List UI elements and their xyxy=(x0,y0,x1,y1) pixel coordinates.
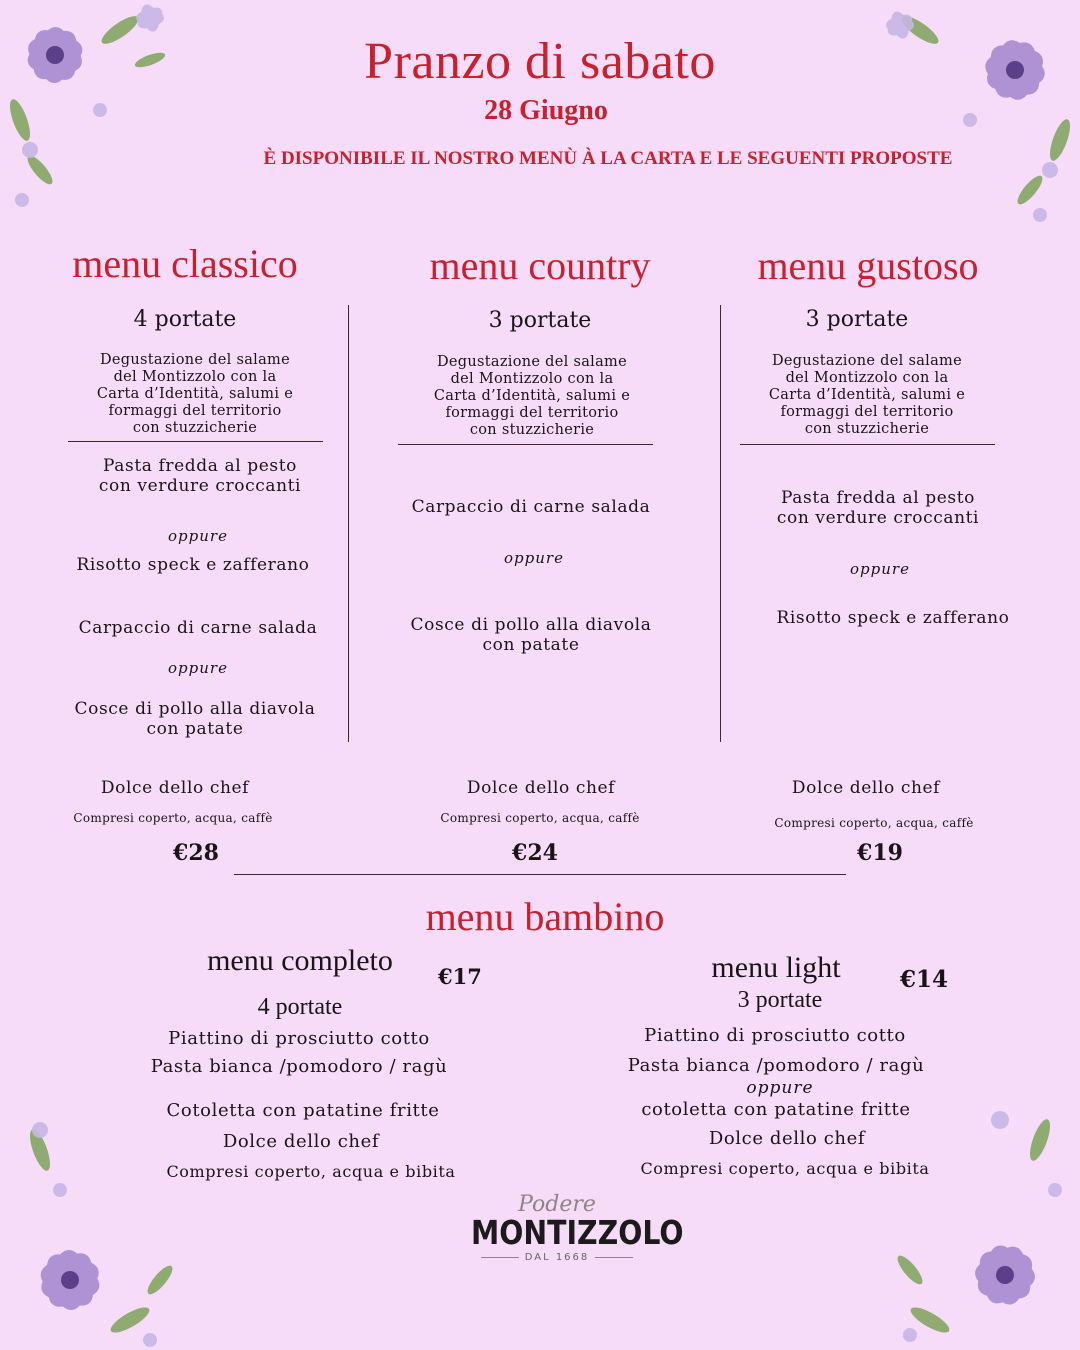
menu-classico-included: Compresi coperto, acqua, caffè xyxy=(73,811,273,825)
kids-light-included: Compresi coperto, acqua e bibita xyxy=(640,1159,930,1178)
menu-gustoso-courses: 3 portate xyxy=(805,307,909,332)
menu-country-included: Compresi coperto, acqua, caffè xyxy=(440,811,640,825)
event-date: 28 Giugno xyxy=(484,95,608,126)
kids-light-title: menu light xyxy=(711,951,841,984)
menu-country-title: menu country xyxy=(429,243,651,288)
menu-country-second-b: Cosce di pollo alla diavola con patate xyxy=(410,615,652,655)
menu-classico-title: menu classico xyxy=(72,241,298,286)
kids-light-price: €14 xyxy=(900,966,949,993)
logo-line-right xyxy=(595,1257,633,1258)
menu-gustoso-tasting: Degustazione del salame del Montizzolo con la Carta d’Identità, salumi e formaggi del territorio con stuzzicherie xyxy=(768,353,966,437)
kids-complete-item-1: Piattino di prosciutto cotto xyxy=(168,1028,430,1049)
kids-separator xyxy=(234,874,846,875)
menu-classico-first-b: Risotto speck e zafferano xyxy=(76,555,310,575)
kids-complete-item-4: Dolce dello chef xyxy=(222,1131,380,1152)
menu-classico-or-2: oppure xyxy=(168,659,228,677)
menu-gustoso-price: €19 xyxy=(857,840,903,866)
menu-gustoso-first-a: Pasta fredda al pesto con verdure croccanti xyxy=(776,488,980,528)
kids-complete-item-2: Pasta bianca /pomodoro / ragù xyxy=(150,1056,448,1077)
logo-since: DAL 1668 xyxy=(524,1252,590,1263)
page-title: Pranzo di sabato xyxy=(364,33,716,90)
kids-complete-price: €17 xyxy=(438,964,482,989)
kids-light-courses: 3 portate xyxy=(737,987,823,1013)
kids-complete-item-3: Cotoletta con patatine fritte xyxy=(166,1100,440,1121)
brand-logo xyxy=(457,1192,684,1263)
menu-gustoso-title: menu gustoso xyxy=(757,243,979,288)
menu-classico-separator xyxy=(68,441,323,442)
menu-classico-second-b: Cosce di pollo alla diavola con patate xyxy=(74,699,316,739)
menu-country-courses: 3 portate xyxy=(488,308,592,333)
kids-light-or: oppure xyxy=(746,1078,814,1098)
logo-line-left xyxy=(481,1257,519,1258)
menu-classico-tasting: Degustazione del salame del Montizzolo con la Carta d’Identità, salumi e formaggi del territorio con stuzzicherie xyxy=(96,352,294,436)
menu-country-second-a: Carpaccio di carne salada xyxy=(411,497,651,517)
menu-classico-dessert: Dolce dello chef xyxy=(100,778,250,798)
kids-complete-title: menu completo xyxy=(207,944,393,977)
menu-gustoso-dessert: Dolce dello chef xyxy=(791,778,941,798)
menu-classico-or-1: oppure xyxy=(168,527,228,545)
logo-podere-text: Podere xyxy=(518,1192,596,1217)
kids-menu-title: menu bambino xyxy=(425,894,665,939)
kids-light-item-4: Dolce dello chef xyxy=(708,1128,866,1149)
menu-country-price: €24 xyxy=(512,840,558,866)
menu-gustoso-first-b: Risotto speck e zafferano xyxy=(776,608,1010,628)
logo-name: MONTIZZOLO xyxy=(471,1213,684,1252)
intro-text: È DISPONIBILE IL NOSTRO MENÙ À LA CARTA E LE SEGUENTI PROPOSTE xyxy=(263,148,953,169)
logo-since-row xyxy=(457,1252,657,1263)
menu-classico-price: €28 xyxy=(173,840,219,866)
menu-classico-second-a: Carpaccio di carne salada xyxy=(78,618,318,638)
menu-gustoso-included: Compresi coperto, acqua, caffè xyxy=(774,816,974,830)
menu-classico-first-a: Pasta fredda al pesto con verdure croccanti xyxy=(98,456,302,496)
kids-complete-included: Compresi coperto, acqua e bibita xyxy=(166,1162,456,1181)
menu-country-tasting: Degustazione del salame del Montizzolo con la Carta d’Identità, salumi e formaggi del territorio con stuzzicherie xyxy=(433,354,631,438)
kids-light-item-1: Piattino di prosciutto cotto xyxy=(644,1025,906,1046)
kids-light-item-3: cotoletta con patatine fritte xyxy=(641,1099,911,1120)
menu-classico-courses: 4 portate xyxy=(133,307,237,332)
menu-gustoso-separator xyxy=(740,444,995,445)
menu-country-separator xyxy=(398,444,653,445)
kids-light-item-2: Pasta bianca /pomodoro / ragù xyxy=(627,1055,925,1076)
menu-country-dessert: Dolce dello chef xyxy=(466,778,616,798)
menu-gustoso-or-1: oppure xyxy=(850,560,910,578)
column-divider-left xyxy=(348,305,349,742)
kids-complete-courses: 4 portate xyxy=(257,994,343,1020)
menu-country-or-1: oppure xyxy=(504,549,564,567)
